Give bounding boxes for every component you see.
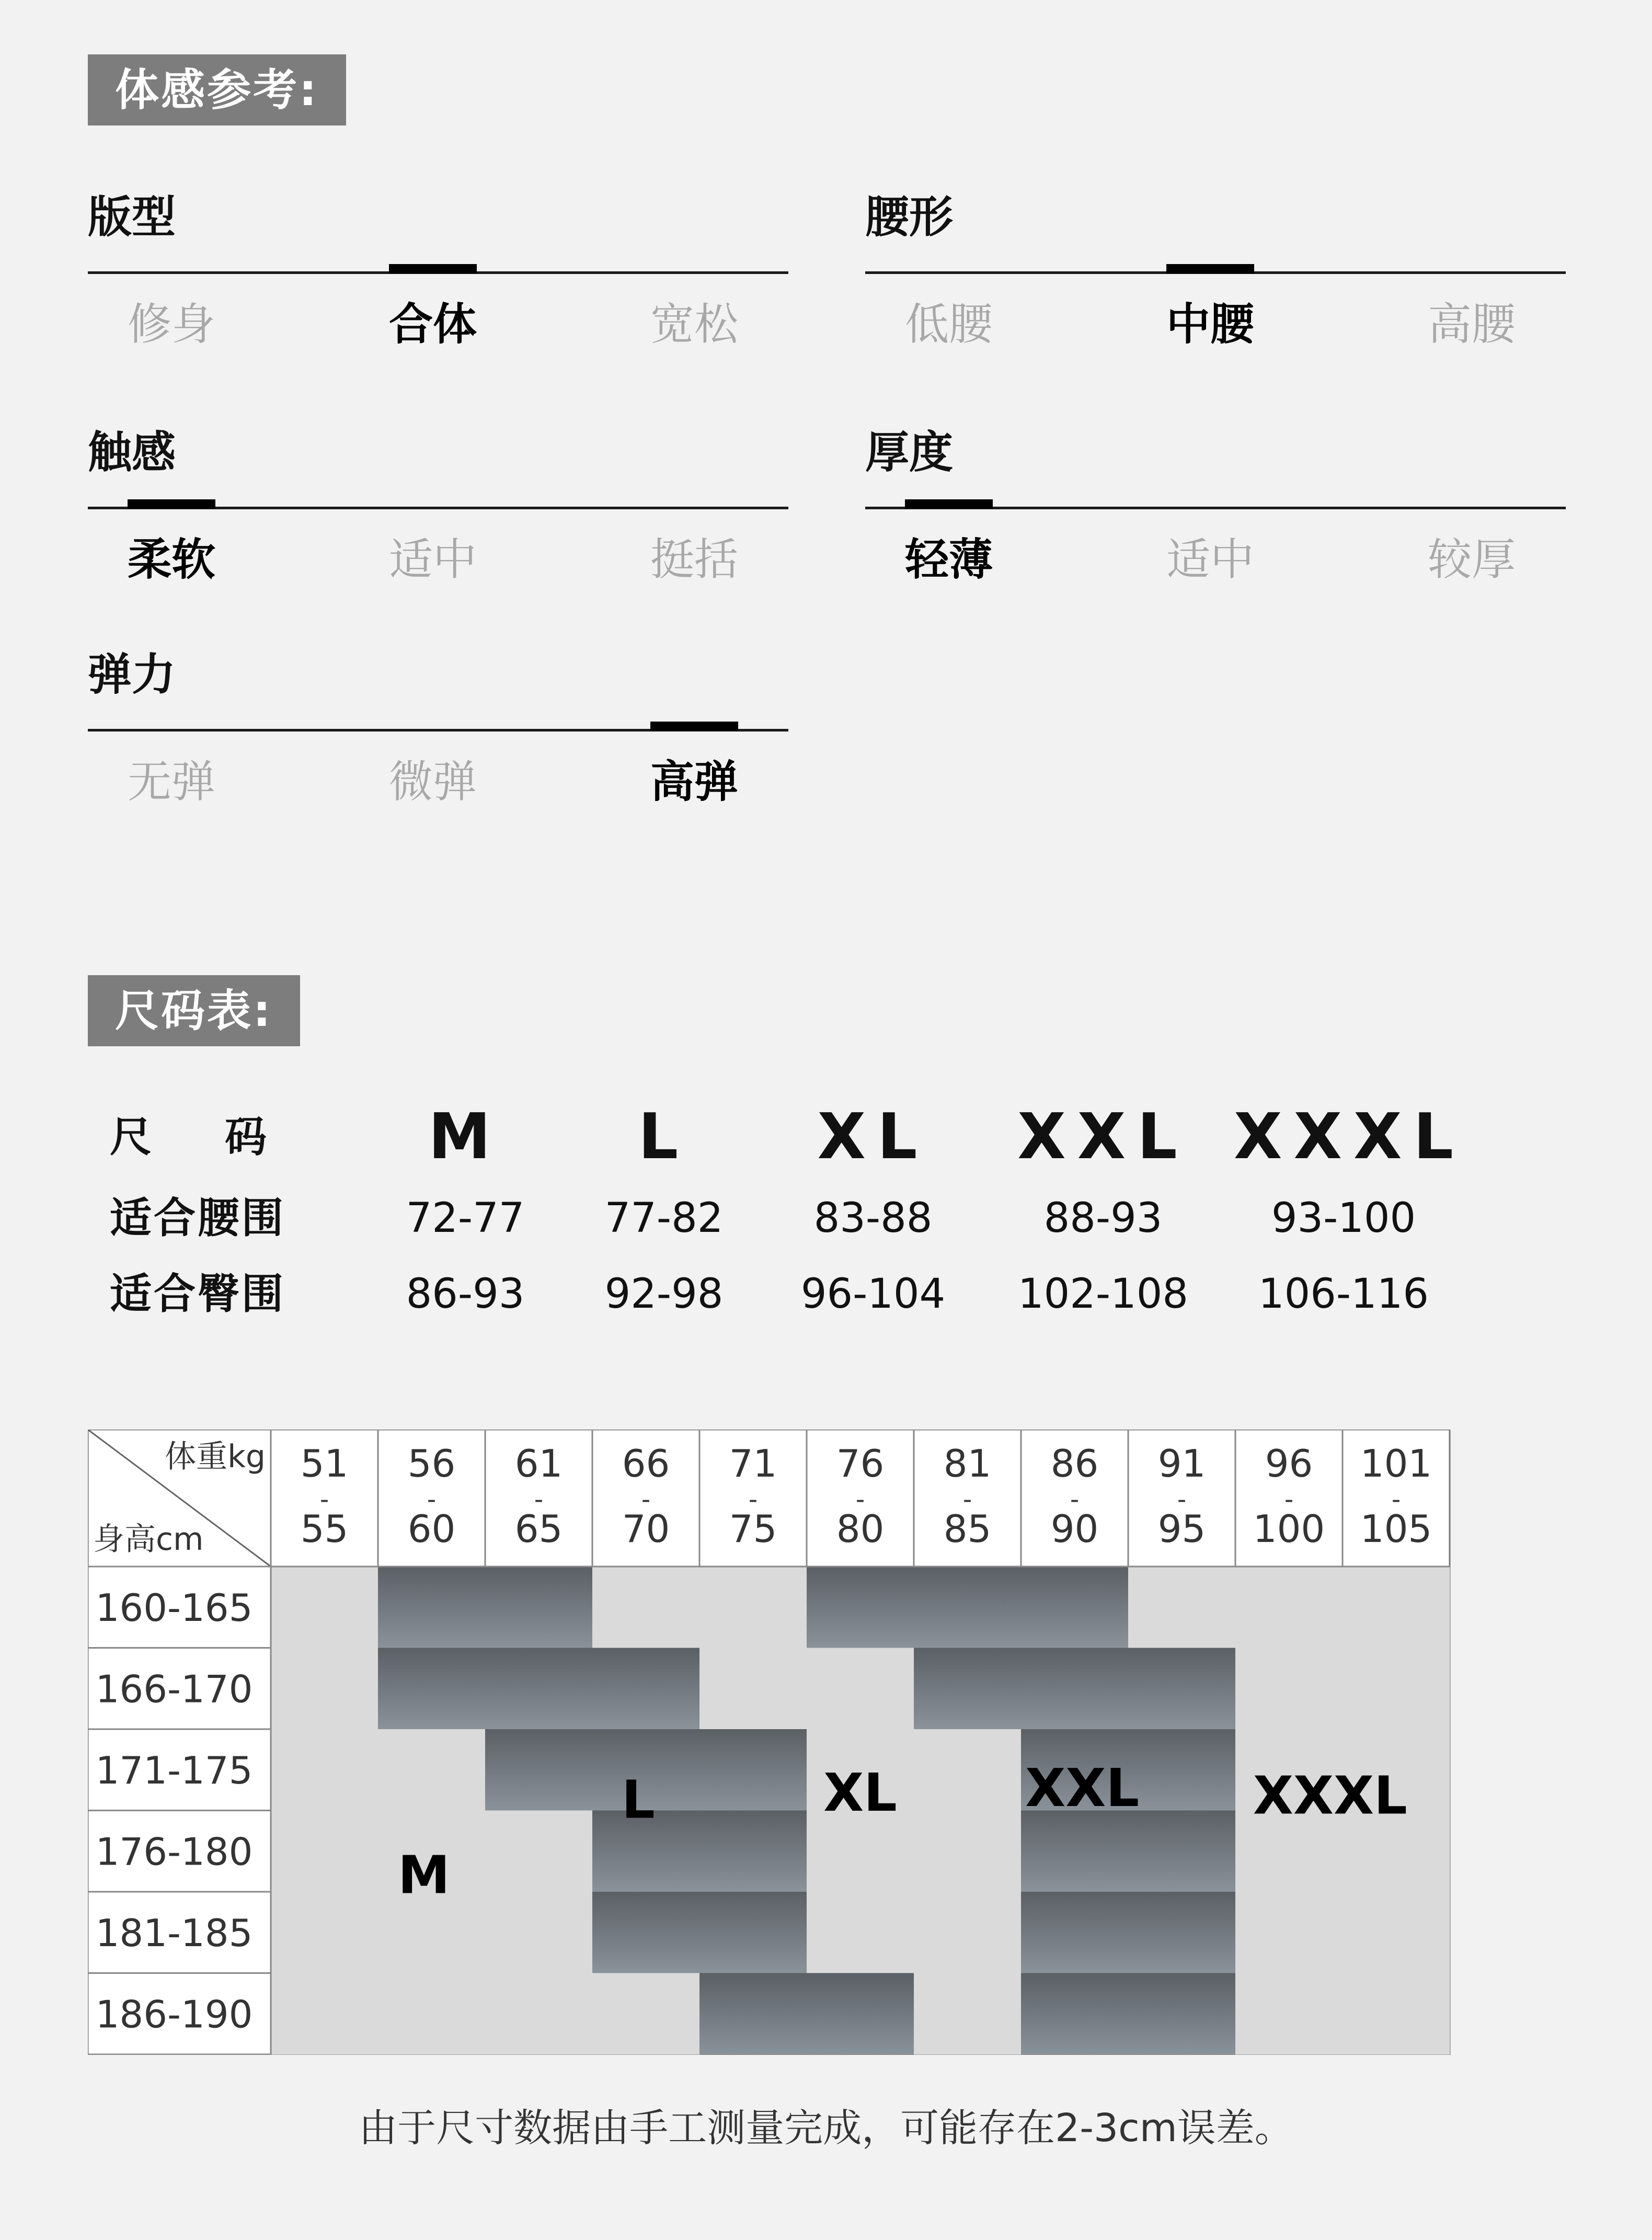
corner-height-label: 身高cm xyxy=(93,1521,204,1558)
weight-from-label: 101 xyxy=(1360,1442,1432,1485)
weight-separator: - xyxy=(1177,1485,1187,1514)
weight-to-label: 70 xyxy=(622,1507,670,1551)
size-cell-xl xyxy=(914,1811,1022,1892)
size-chart-svg xyxy=(88,1430,1463,2055)
hip-l: 92-98 xyxy=(604,1271,724,1318)
attr-option: 较厚 xyxy=(1427,534,1516,585)
height-label: 160-165 xyxy=(95,1585,253,1630)
size-region-label: L xyxy=(621,1769,655,1831)
size-section-title: 尺码表: xyxy=(88,975,300,1046)
hip-xl: 96-104 xyxy=(800,1271,946,1318)
size-cell-xl xyxy=(914,1729,1022,1811)
waist-label: 适合腰围 xyxy=(110,1194,285,1242)
attr-fit xyxy=(88,191,788,379)
weight-from-label: 96 xyxy=(1265,1442,1313,1485)
attr-option: 轻薄 xyxy=(904,534,993,585)
attr-selected-marker xyxy=(650,722,738,731)
size-cell-m xyxy=(271,1973,378,2055)
size-xxxl: XXXL xyxy=(1234,1101,1465,1173)
hip-xxxl: 106-116 xyxy=(1258,1271,1429,1318)
hip-row xyxy=(105,1255,1516,1333)
weight-to-label: 60 xyxy=(407,1507,456,1551)
weight-separator: - xyxy=(641,1485,651,1514)
size-cell-m xyxy=(378,1973,486,2055)
weight-from-label: 61 xyxy=(514,1442,563,1485)
weight-separator: - xyxy=(1284,1485,1294,1514)
weight-to-label: 100 xyxy=(1253,1507,1325,1551)
attr-option: 修身 xyxy=(127,299,215,350)
height-label: 181-185 xyxy=(95,1911,253,1955)
size-cell-xl xyxy=(807,1892,914,1973)
size-cell-xl xyxy=(914,1973,1022,2055)
weight-to-label: 105 xyxy=(1360,1507,1432,1551)
size-cell-m xyxy=(271,1648,378,1730)
size-xxl: XXL xyxy=(1017,1101,1189,1173)
attr-thickness xyxy=(865,426,1566,614)
size-cell-m xyxy=(271,1567,378,1648)
weight-to-label: 90 xyxy=(1050,1507,1099,1551)
size-cell-l xyxy=(592,1648,700,1730)
size-cell-m xyxy=(271,1892,378,1973)
size-region-label: XXL xyxy=(1025,1757,1140,1819)
attr-option: 中腰 xyxy=(1166,299,1254,350)
size-cell-xl xyxy=(699,1648,807,1730)
attr-option: 适中 xyxy=(388,534,477,585)
size-cell-xxxl xyxy=(1235,1973,1343,2055)
size-header-label: 尺 码 xyxy=(110,1113,282,1161)
weight-from-label: 81 xyxy=(943,1442,992,1485)
waist-row xyxy=(105,1179,1516,1258)
attr-option: 高弹 xyxy=(650,756,738,807)
size-cell-l xyxy=(699,1811,807,1892)
weight-from-label: 76 xyxy=(836,1442,885,1485)
size-region-label: M xyxy=(398,1844,450,1906)
size-xl: XL xyxy=(817,1101,929,1173)
weight-separator: - xyxy=(962,1485,972,1514)
weight-to-label: 75 xyxy=(729,1507,777,1551)
weight-separator: - xyxy=(319,1485,329,1514)
attr-selected-marker xyxy=(1166,264,1254,273)
attr-option: 适中 xyxy=(1166,534,1254,585)
attr-title: 触感 xyxy=(88,427,176,478)
size-cell-l xyxy=(378,1567,486,1648)
attr-touch xyxy=(88,426,788,614)
weight-to-label: 55 xyxy=(300,1507,349,1551)
weight-separator: - xyxy=(1070,1485,1080,1514)
attr-option: 柔软 xyxy=(127,534,215,585)
attr-option: 微弹 xyxy=(388,756,477,807)
waist-xxxl: 93-100 xyxy=(1271,1195,1416,1242)
attr-title: 厚度 xyxy=(865,427,954,478)
size-cell-xxl xyxy=(1021,1811,1129,1892)
size-cell-m xyxy=(485,1973,593,2055)
weight-separator: - xyxy=(855,1485,865,1514)
size-cell-m xyxy=(485,1811,593,1892)
size-cell-m xyxy=(271,1729,378,1811)
size-header-row xyxy=(105,1098,1516,1176)
size-cell-l xyxy=(485,1648,593,1730)
size-cell-xxxl xyxy=(1235,1648,1343,1730)
attr-option: 合体 xyxy=(388,299,477,350)
size-region-label: XL xyxy=(823,1762,897,1824)
attr-title: 版型 xyxy=(88,191,176,243)
weight-to-label: 95 xyxy=(1157,1507,1206,1551)
size-cell-l xyxy=(699,1973,807,2055)
size-cell-xxxl xyxy=(1343,1973,1450,2055)
height-label: 166-170 xyxy=(95,1667,253,1711)
size-cell-xxl xyxy=(1021,1567,1129,1648)
size-cell-xxl xyxy=(1021,1892,1129,1973)
size-cell-xxl xyxy=(914,1648,1022,1730)
feel-section-title: 体感参考: xyxy=(88,54,346,125)
weight-from-label: 66 xyxy=(622,1442,670,1485)
hip-m: 86-93 xyxy=(406,1271,525,1318)
attr-title: 腰形 xyxy=(865,191,954,243)
size-cell-xxl xyxy=(1128,1892,1236,1973)
size-cell-l xyxy=(485,1729,593,1811)
weight-from-label: 51 xyxy=(300,1442,349,1485)
attr-waist xyxy=(865,191,1566,379)
attr-selected-marker xyxy=(905,499,993,509)
weight-to-label: 65 xyxy=(514,1507,563,1551)
weight-from-label: 86 xyxy=(1050,1442,1099,1485)
attr-option: 挺括 xyxy=(650,534,738,585)
weight-to-label: 85 xyxy=(943,1507,992,1551)
size-cell-l xyxy=(485,1567,593,1648)
height-label: 186-190 xyxy=(95,1992,253,2037)
waist-m: 72-77 xyxy=(406,1195,525,1242)
weight-separator: - xyxy=(534,1485,544,1514)
size-cell-xxl xyxy=(1021,1973,1129,2055)
attr-option: 高腰 xyxy=(1427,299,1516,350)
weight-from-label: 71 xyxy=(729,1442,777,1485)
size-cell-xxl xyxy=(1128,1973,1236,2055)
size-cell-xxl xyxy=(1128,1648,1236,1730)
size-cell-xxl xyxy=(807,1567,914,1648)
size-cell-xxl xyxy=(1021,1648,1129,1730)
corner-weight-label: 体重kg xyxy=(165,1438,266,1475)
hip-label: 适合臀围 xyxy=(110,1270,285,1318)
weight-separator: - xyxy=(1391,1485,1401,1514)
size-cell-xl xyxy=(914,1892,1022,1973)
size-cell-xl xyxy=(807,1648,914,1730)
size-cell-xl xyxy=(592,1567,700,1648)
size-cell-xl xyxy=(699,1567,807,1648)
weight-separator: - xyxy=(748,1485,758,1514)
size-cell-l xyxy=(592,1892,700,1973)
hip-xxl: 102-108 xyxy=(1018,1271,1188,1318)
size-cell-m xyxy=(485,1892,593,1973)
weight-from-label: 91 xyxy=(1157,1442,1206,1485)
measurement-note: 由于尺寸数据由手工测量完成，可能存在2-3cm误差。 xyxy=(359,2106,1293,2151)
height-label: 171-175 xyxy=(95,1748,253,1792)
size-cell-xxxl xyxy=(1128,1567,1236,1648)
waist-xl: 83-88 xyxy=(813,1195,933,1242)
size-cell-xxl xyxy=(1128,1811,1236,1892)
attr-option: 无弹 xyxy=(127,756,215,807)
height-weight-size-chart xyxy=(88,1430,1463,2055)
height-label: 176-180 xyxy=(95,1830,253,1874)
attr-option: 宽松 xyxy=(650,299,738,350)
size-cell-xxl xyxy=(1128,1729,1236,1811)
attr-elasticity xyxy=(88,648,788,837)
size-cell-xxxl xyxy=(1343,1648,1450,1730)
size-cell-xxxl xyxy=(1343,1567,1450,1648)
weight-separator: - xyxy=(427,1485,437,1514)
size-cell-l xyxy=(699,1892,807,1973)
size-cell-m xyxy=(378,1729,486,1811)
size-cell-m xyxy=(271,1811,378,1892)
size-cell-xxl xyxy=(914,1567,1022,1648)
weight-to-label: 80 xyxy=(836,1507,885,1551)
attr-selected-marker xyxy=(128,499,215,509)
waist-l: 77-82 xyxy=(604,1195,724,1242)
size-l: L xyxy=(638,1101,690,1173)
waist-xxl: 88-93 xyxy=(1043,1195,1163,1242)
size-cell-l xyxy=(699,1729,807,1811)
weight-from-label: 56 xyxy=(407,1442,456,1485)
size-cell-m xyxy=(592,1973,700,2055)
size-cell-l xyxy=(807,1973,914,2055)
size-m: M xyxy=(428,1101,502,1173)
size-cell-l xyxy=(378,1648,486,1730)
size-cell-xxxl xyxy=(1235,1892,1343,1973)
attr-option: 低腰 xyxy=(904,299,993,350)
size-region-label: XXXL xyxy=(1253,1765,1407,1826)
attr-title: 弹力 xyxy=(88,649,176,700)
attr-selected-marker xyxy=(389,264,477,273)
size-cell-xxxl xyxy=(1343,1892,1450,1973)
size-cell-xxxl xyxy=(1235,1567,1343,1648)
